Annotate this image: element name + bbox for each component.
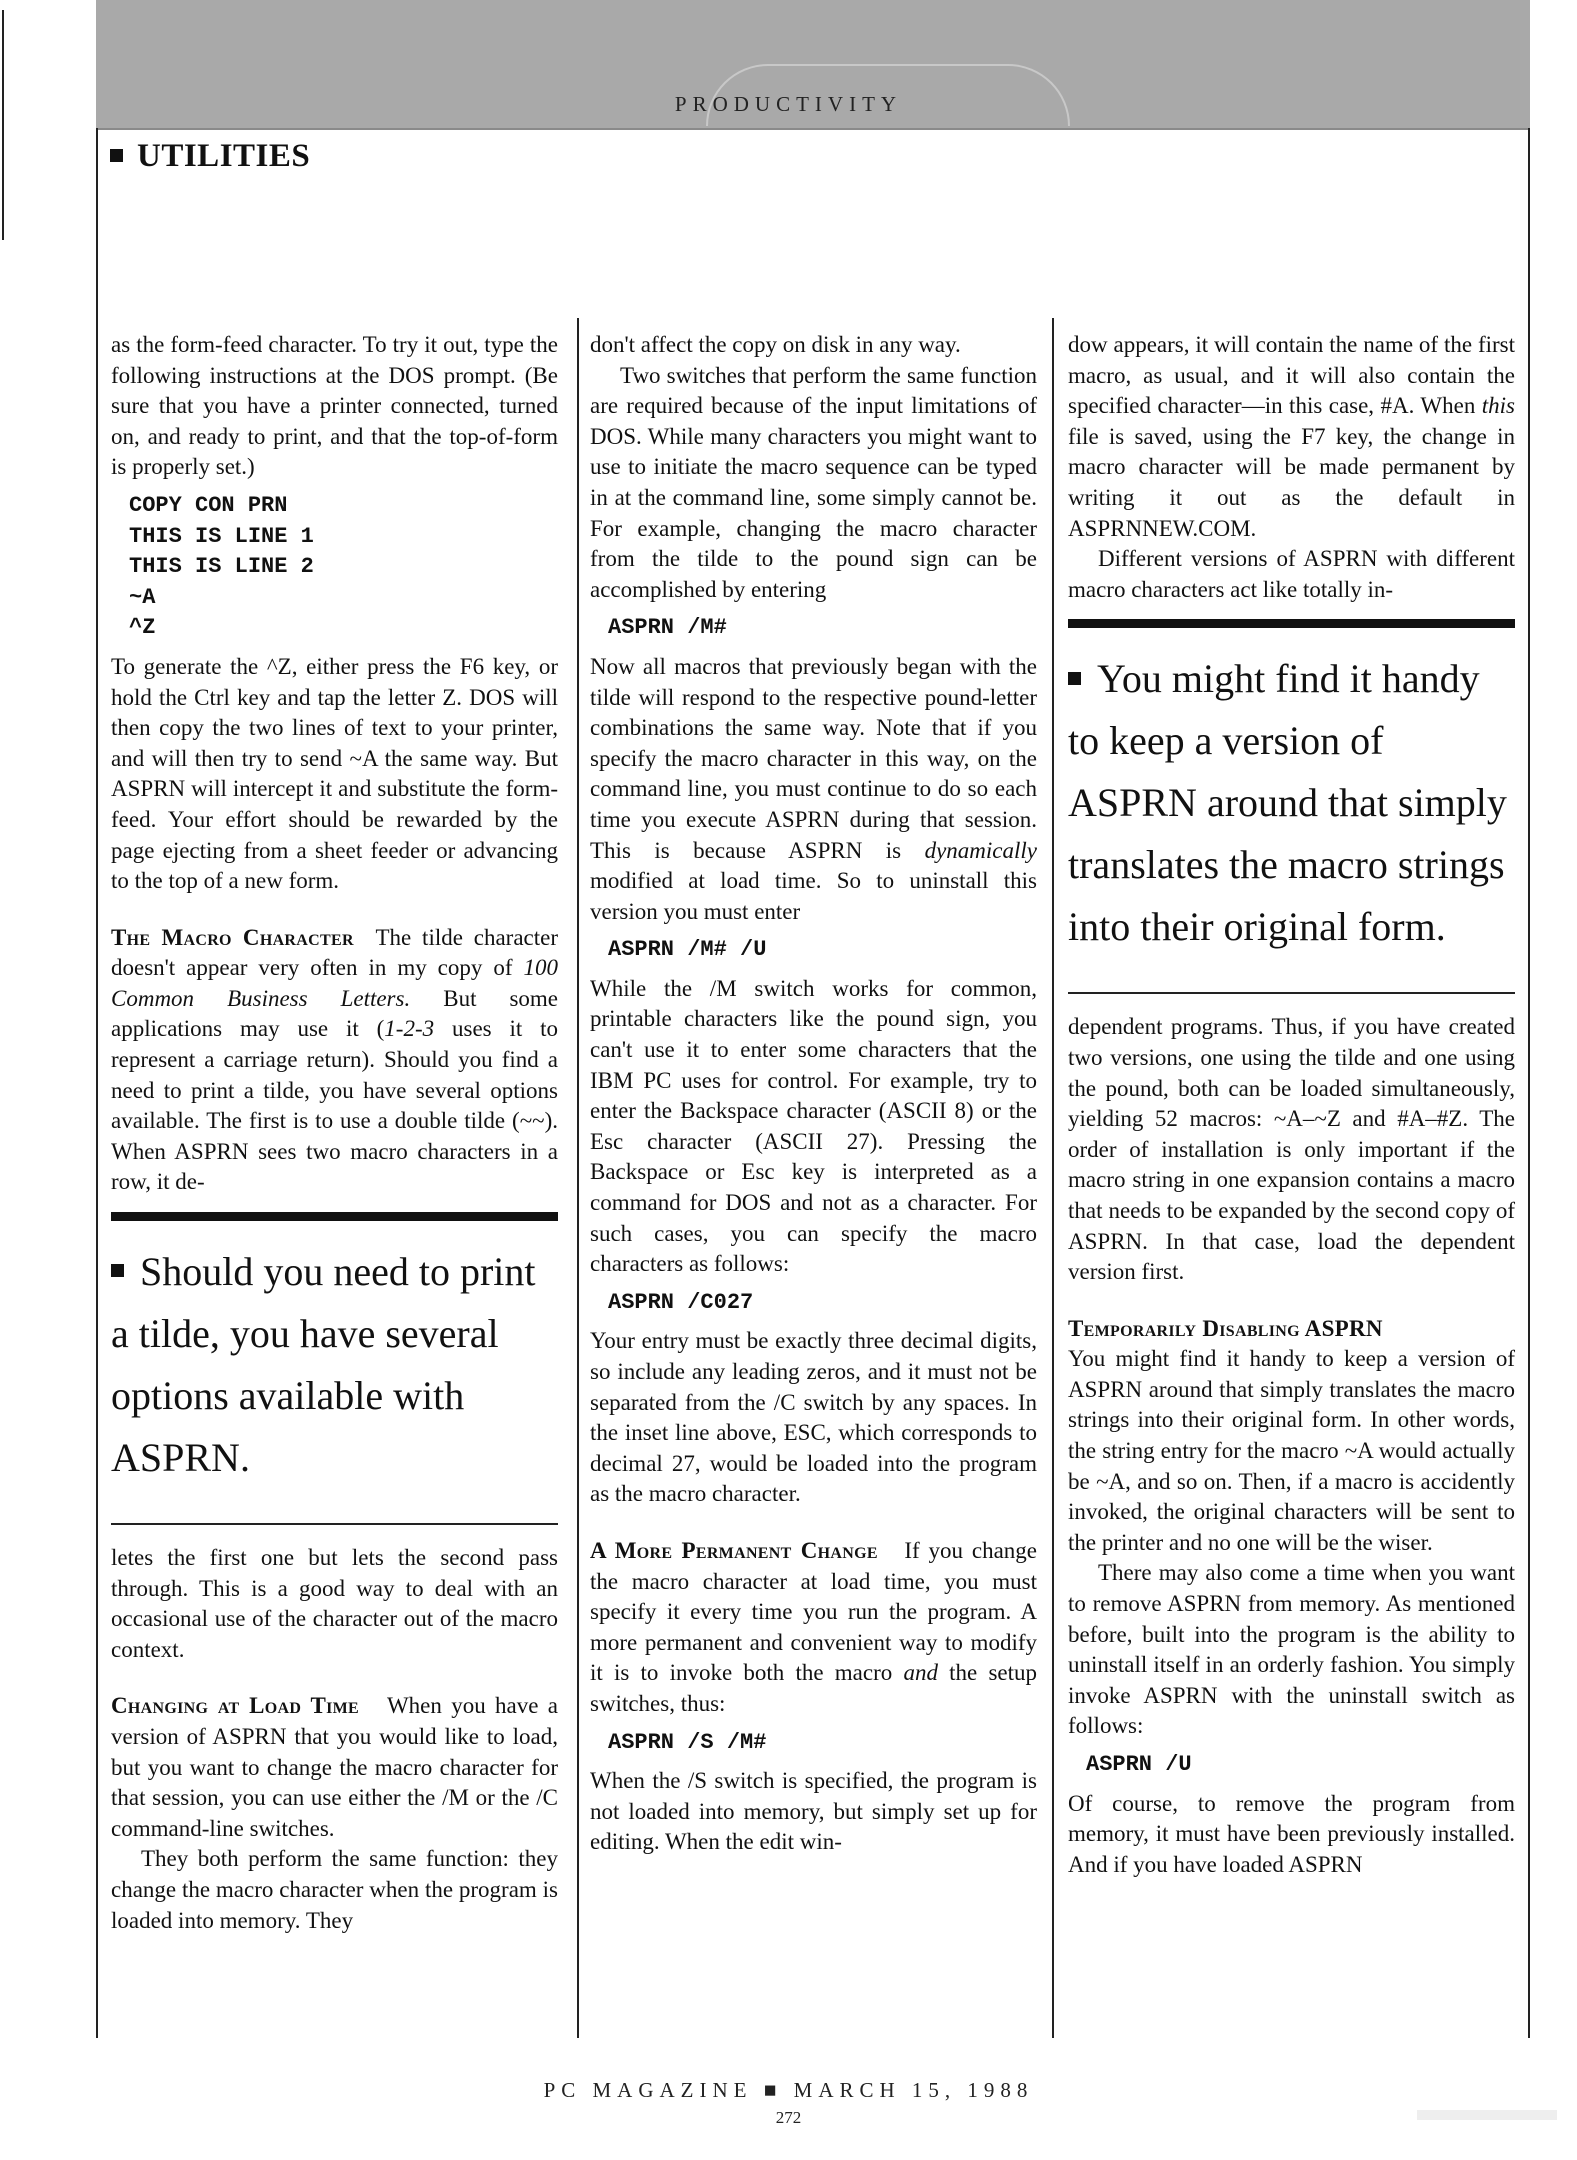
text-run: But some applications may use it ( xyxy=(111,985,559,1042)
pull-quote-text: You might find it handy to keep a version of ASPRN around that simply translates the macro strings into their original form. xyxy=(1068,656,1507,950)
subhead: Changing at Load Time xyxy=(111,1693,359,1719)
paragraph: You might find it handy to keep a version of ASPRN around that simply translates the macro strings into their original form. In other words, the string entry for the macro ~A would actually be ~A, and so on. Then, if a macro is accidently invoked, the original characters will be sent to the printer and no one will be the wiser. xyxy=(1068,1346,1515,1555)
paragraph: While the /M switch works for common, printable characters like the pound sign, you can't use it to enter some characters that the IBM PC uses for control. For example, try to enter the Backspace character (ASCII 8) or the Esc character (ASCII 27). Pressing the Backspace or Esc key is interpreted as a command for DOS and not as a character. For such cases, you can specify the macro characters as follows: xyxy=(590,975,1037,1277)
paragraph: When the /S switch is specified, the program is not loaded into memory, but simply set up for editing. When the edit win- xyxy=(590,1768,1037,1855)
text-run: If you change the macro character at load time, you must specify it every time you run the program. A more permanent and convenient way to modify it is to invoke both the macro xyxy=(590,1537,1037,1686)
italic-run: dynamically xyxy=(924,837,1037,863)
spacer xyxy=(111,897,558,923)
bullet-square-icon xyxy=(111,1264,124,1277)
code-block: ASPRN /M# xyxy=(608,615,727,641)
text-run: dow appears, it will contain the name of the first macro, as usual, and it will also contain the specified character—in this case, #A. When xyxy=(1068,332,1515,419)
left-border-rule xyxy=(96,128,98,2038)
section-tag xyxy=(110,138,310,175)
column-2 xyxy=(590,330,1037,1858)
paragraph xyxy=(590,1536,1037,1720)
scan-artifact xyxy=(1417,2110,1557,2120)
paragraph: as the form-feed character. To try it out, type the following instructions at the DOS prompt. (Be sure that you have a printer connected, turned on, and ready to print, and that the top-of-form is properly set.) xyxy=(111,332,558,480)
paragraph xyxy=(590,652,1037,927)
subhead: A More Permanent Change xyxy=(590,1537,878,1563)
pull-quote-bottom-rule xyxy=(1068,992,1515,994)
paragraph xyxy=(111,923,558,1198)
code-block: ASPRN /S /M# xyxy=(608,1729,767,1755)
column-divider-2 xyxy=(1052,318,1054,2038)
text-run: Now all macros that previously began with the tilde will respond to the respective pound-letter combinations the same way. Note that if you specify the macro character in this way, on the command line, you must continue to do so each time you execute ASPRN during that session. This is because ASPRN is xyxy=(590,653,1037,863)
paragraph: letes the first one but lets the second pass through. This is a good way to deal with an occasional use of the character out of the macro context. xyxy=(111,1545,558,1662)
section-title: UTILITIES xyxy=(137,138,311,174)
italic-run: this xyxy=(1481,393,1515,419)
paragraph: To generate the ^Z, either press the F6 key, or hold the Ctrl key and tap the letter Z. DOS will then copy the two lines of text to your printer, and will then try to send ~A the same way. But ASPRN will intercept it and substitute the form-feed. Your effort should be rewarded by the page ejecting from a sheet feeder or advancing to the top of a new form. xyxy=(111,653,558,894)
text-run: uses it to represent a carriage return). Should you find a need to print a tilde, you have several options available. The first is to use a double tilde (~~). When ASPRN sees two macro characters in a row, it de- xyxy=(111,1016,558,1195)
italic-run: and xyxy=(903,1660,938,1686)
text-run: file is saved, using the F7 key, the change in macro character will be made permanent by writing it out as the default in ASPRNNEW.COM. xyxy=(1068,423,1515,541)
paragraph: don't affect the copy on disk in any way. xyxy=(590,332,961,357)
bullet-square-icon xyxy=(1068,672,1081,685)
right-border-rule xyxy=(1528,128,1530,2038)
italic-run: 1-2-3 xyxy=(384,1016,435,1042)
column-divider-1 xyxy=(577,318,579,2038)
paragraph: Of course, to remove the program from memory, it must have been previously installed. And if you have loaded ASPRN xyxy=(1068,1790,1515,1877)
pull-quote-top-rule xyxy=(111,1212,558,1221)
paragraph: Different versions of ASPRN with different macro characters act like totally in- xyxy=(1068,546,1515,602)
text-run: modified at load time. So to uninstall this version you must enter xyxy=(590,868,1037,924)
header-label: PRODUCTIVITY xyxy=(674,92,903,116)
column-1 xyxy=(111,330,558,1936)
paragraph: There may also come a time when you want to remove ASPRN from memory. As mentioned before, built into the program is the ability to uninstall itself in an orderly fashion. You simply invoke ASPRN with the uninstall switch as follows: xyxy=(1068,1560,1515,1739)
bullet-square-icon xyxy=(110,149,123,162)
scan-edge-line xyxy=(2,10,4,240)
pull-quote xyxy=(1068,619,1515,994)
pull-quote-text: Should you need to print a tilde, you have several options available with ASPRN. xyxy=(111,1249,536,1481)
spacer xyxy=(111,1665,558,1691)
paragraph xyxy=(111,1691,558,1844)
paragraph xyxy=(1068,1314,1515,1345)
page-number: 272 xyxy=(775,2108,802,2127)
subhead: The Macro Character xyxy=(111,924,354,950)
pull-quote-bottom-rule xyxy=(111,1523,558,1525)
code-block: ASPRN /U xyxy=(1086,1752,1192,1777)
italic-run: 100 Common Business Letters. xyxy=(111,955,558,1011)
spacer xyxy=(590,1510,1037,1536)
paragraph: dependent programs. Thus, if you have created two versions, one using the tilde and one using the pound, both can be loaded simultaneously, yielding 52 macros: ~A–~Z and #A–#Z. The order of installation is only important if the macro string in one expansion contains a macro that needs to be expanded by the second copy of ASPRN. In that case, load the dependent version first. xyxy=(1068,1014,1515,1285)
text-run: The tilde character doesn't appear very often in my copy of xyxy=(111,924,559,981)
code-block: COPY CON PRN THIS IS LINE 1 THIS IS LINE 2 ~A ^Z xyxy=(129,492,314,641)
text-run: the setup switches, thus: xyxy=(590,1660,1037,1716)
code-block: ASPRN /M# /U xyxy=(608,937,767,963)
paragraph: They both perform the same function: they change the macro character when the program is loaded into memory. They xyxy=(111,1846,558,1933)
paragraph xyxy=(1068,330,1515,544)
footer-masthead: PC MAGAZINE ■ MARCH 15, 1988 xyxy=(543,2078,1034,2102)
code-block: ASPRN /C027 xyxy=(608,1289,754,1315)
pull-quote-top-rule xyxy=(1068,619,1515,628)
column-3 xyxy=(1068,330,1515,1880)
subhead: Temporarily Disabling ASPRN xyxy=(1068,1315,1383,1341)
pull-quote xyxy=(111,1212,558,1525)
paragraph: Your entry must be exactly three decimal digits, so include any leading zeros, and it must not be separated from the /C switch by any spaces. In the inset line above, ESC, which corresponds to decimal 27, would be loaded into the program as the macro character. xyxy=(590,1328,1037,1507)
text-run: When you have a version of ASPRN that you would like to load, but you want to change the macro character for that session, you can use either the /M or the /C command-line switches. xyxy=(111,1693,558,1841)
paragraph: Two switches that perform the same function are required because of the input limitations of DOS. While many characters you might want to use to initiate the macro sequence can be typed in at the command line, some simply cannot be. For example, changing the macro character from the tilde to the pound sign can be accomplished by entering xyxy=(590,362,1037,602)
spacer xyxy=(1068,1288,1515,1314)
